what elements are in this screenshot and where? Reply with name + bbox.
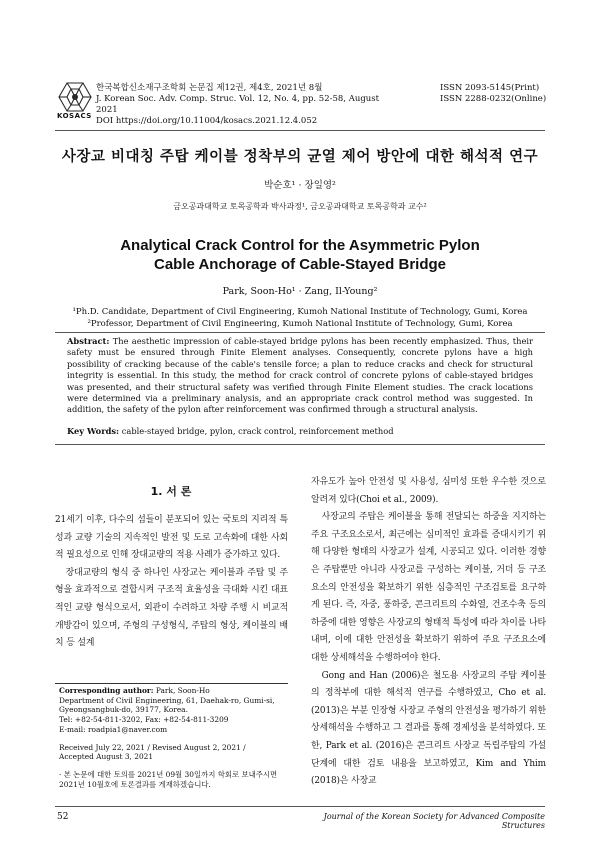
affiliation-english [55, 307, 545, 330]
footer-divider [55, 806, 545, 807]
left-column [55, 512, 288, 653]
affiliation-korean: 금오공과대학교 토목공학과 박사과정¹, 금오공과대학교 토목공학과 교수² [173, 202, 427, 211]
footnote-divider [55, 683, 288, 684]
journal-korean-name: 한국복합신소재구조학회 논문집 제12권, 제4호, 2021년 8월 [96, 83, 323, 93]
title-english-line1: Analytical Crack Control for the Asymmetric Pylon [120, 237, 480, 254]
left-paragraph-1: 21세기 이후, 다수의 섬들이 분포되어 있는 국토의 지리적 특성과 교량 기술의 지속적인 발전 및 도로 고속화에 대한 사회적 필요성으로 인해 장대교량의 적용 사례가 증가하고 있다. [55, 515, 288, 561]
page-number: 52 [57, 812, 69, 822]
affiliation-english-2: ²Professor, Department of Civil Engineering, Kumoh National Institute of Technology, Gumi, Korea [87, 318, 513, 329]
doi-link[interactable]: DOI https://doi.org/10.11004/kosacs.2021.12.4.052 [96, 116, 318, 126]
right-paragraph-3: Gong and Han (2006)은 철도용 사장교의 주탑 케이블의 정착부에 대한 해석적 연구를 수행하였고, Cho et al. (2013)은 부분 인장형 사장교 주형의 안전성을 평가하기 위한 상세해석을 수행하고 그 결과를 통해 경제성을 분석하였다. 또한, Park et al. (2016)은 콘크리트 사장교 독립주탑의 가설단계에 대한 검토 내용을 보고하였고, Kim and Yhim (2018)은 사장교 [311, 670, 546, 787]
title-english-line2: Cable Anchorage of Cable-Stayed Bridge [153, 256, 446, 273]
tel-fax: Tel: +82-54-811-3202, Fax: +82-54-811-3209 [59, 715, 229, 725]
authors-english: Park, Soon-Ho¹ · Zang, Il-Young² [222, 286, 378, 297]
issn-online: ISSN 2288-0232(Online) [440, 94, 547, 104]
journal-footer: Journal of the Korean Society for Advanced Composite Structures [323, 812, 545, 830]
address-line-1: Department of Civil Engineering, 61, Daehak-ro, Gumi-si, [59, 695, 275, 705]
corresponding-author [59, 686, 289, 696]
affiliation-english-1: ¹Ph.D. Candidate, Department of Civil Engineering, Kumoh National Institute of Technology, Gumi, Korea [72, 307, 528, 317]
abstract-text: The aesthetic impression of cable-stayed bridge pylons has been recently emphasized. Thus, their safety must be ensured through Finite Element analyses. Consequently, concrete pylons have a high possibility of cracking because of the cable's tensile force; a plan to reduce cracks and check for structural integrity is essential. In this study, the method for crack control of concrete pylons of cable-stayed bridges was presented, and their structural safety was verified through Finite Element studies. The crack locations were determined via a preliminary analysis, and an appropriate crack control method was suggested. In addition, the safety of the pylon after reinforcement was confirmed through a structural analysis. [67, 336, 533, 415]
keywords [67, 426, 533, 436]
keywords-label: Key Words: [67, 426, 120, 436]
corresponding-label: Corresponding author: [59, 686, 154, 695]
right-paragraph-1: 자유도가 높아 안전성 및 사용성, 심미성 또한 우수한 것으로 알려져 있다(Choi et al., 2009). [311, 477, 546, 505]
right-paragraph-2: 사장교의 주탑은 케이블을 통해 전달되는 하중을 지지하는 주요 구조요소로서, 최근에는 심미적인 효과를 증대시키기 위해 다양한 형태의 사장교가 설계, 시공되고 있다. 이러한 경향은 주탑뿐만 아니라 사장교를 구성하는 케이블, 거더 등 구조 요소의 안전성을 확보하기 위한 심층적인 구조검토를 요구하게 된다. 즉, 자중, 풍하중, 콘크리트의 수화열, 건조수축 등의 하중에 대한 영향은 사장교의 형태적 특성에 따라 차이를 나타내며, 이에 대한 안전성을 확보하기 위하여 주요 구조요소에 대한 상세해석을 수행하여야 한다. [311, 512, 546, 663]
received-dates: Received July 22, 2021 / Revised August 2, 2021 / [59, 742, 246, 752]
section-heading: 1. 서 론 [150, 485, 192, 498]
footnote [59, 686, 289, 789]
abstract-bottom-divider [55, 444, 545, 445]
abstract-top-divider [55, 332, 545, 333]
header-divider [55, 130, 545, 131]
left-paragraph-2: 장대교량의 형식 중 하나인 사장교는 케이블과 주탑 및 주형을 효과적으로 결합시켜 구조적 효율성을 극대화 시킨 대표적인 교량 형식으로서, 외관이 수려하고 차량 주행 시 비교적 개방감이 있으며, 주형의 구성형식, 주탑의 형상, 케이블의 배치 등 설계 [55, 567, 288, 649]
abstract [67, 336, 533, 416]
title-english [55, 236, 545, 274]
keywords-text: cable-stayed bridge, pylon, crack control, reinforcement method [121, 426, 394, 436]
email: E-mail: roadpia1@naver.com [59, 724, 168, 734]
address-line-2: Gyeongsangbuk-do, 39177, Korea. [59, 705, 188, 715]
issn-block [440, 83, 570, 105]
journal-citation: J. Korean Soc. Adv. Comp. Struc. Vol. 12, No. 4, pp. 52-58, August 2021 [96, 94, 380, 115]
corresponding-name: Park, Soon-Ho [155, 686, 210, 695]
title-korean: 사장교 비대칭 주탑 케이블 정착부의 균열 제어 방안에 대한 해석적 연구 [61, 149, 539, 165]
authors-korean: 박순호¹ · 장일영² [264, 180, 336, 191]
discussion-note: · 본 논문에 대한 토의를 2021년 09월 30일까지 학회로 보내주시면 2021년 10월호에 토론결과를 게재하겠습니다. [59, 769, 278, 789]
accepted-date: Accepted August 3, 2021 [59, 752, 154, 762]
right-column [311, 474, 546, 791]
abstract-label: Abstract: [67, 336, 110, 346]
kosacs-logo-icon [58, 82, 92, 112]
journal-header [96, 83, 396, 127]
logo-text: KOSACS [57, 112, 92, 120]
issn-print: ISSN 2093-5145(Print) [440, 83, 540, 93]
